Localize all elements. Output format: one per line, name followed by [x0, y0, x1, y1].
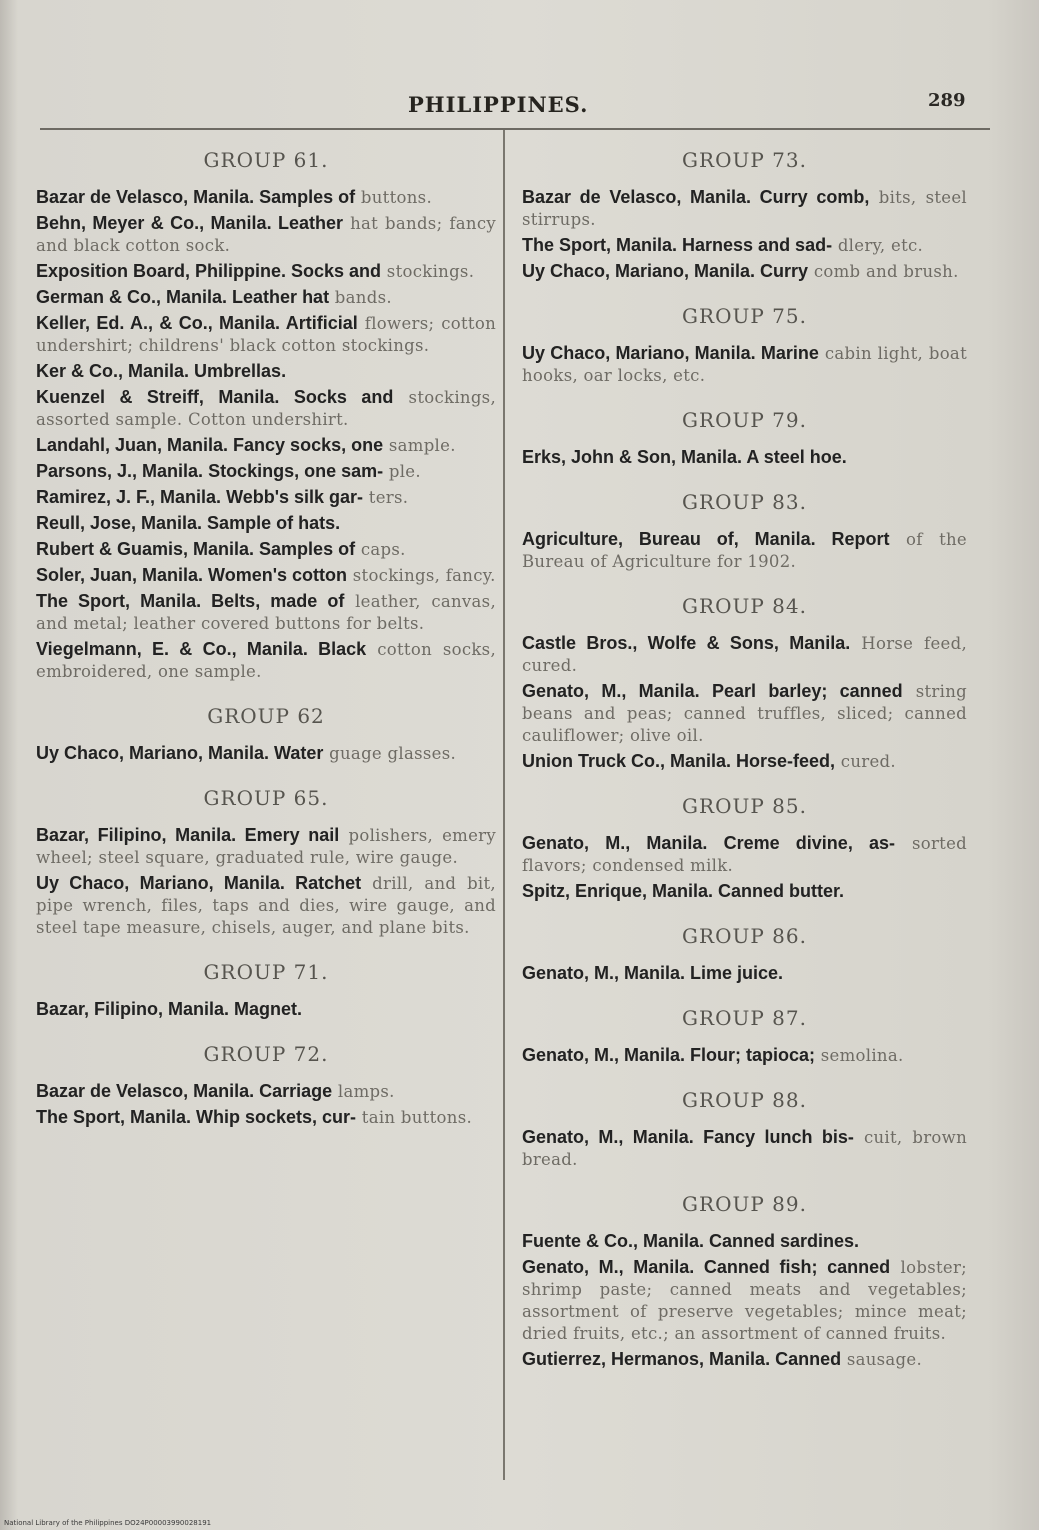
- exhibit-entry: [36, 212, 496, 257]
- exhibit-entry: [36, 590, 496, 635]
- exhibitor-lead: Uy Chaco, Mariano, Manila. Water: [36, 743, 324, 763]
- exhibit-description: sausage.: [846, 1350, 923, 1369]
- group-heading: GROUP 62: [207, 704, 325, 728]
- exhibitor-lead: Viegelmann, E. & Co., Manila. Black: [36, 639, 367, 659]
- exhibit-entry: [36, 872, 496, 939]
- group-heading: GROUP 79.: [682, 408, 807, 432]
- exhibitor-lead: Keller, Ed. A., & Co., Manila. Artificial: [36, 313, 358, 333]
- exhibit-entry: [522, 680, 967, 747]
- exhibit-entry: [36, 460, 496, 483]
- exhibit-entry: [36, 286, 496, 309]
- group-heading: GROUP 71.: [203, 960, 329, 984]
- exhibit-entry: [522, 880, 967, 903]
- exhibitor-lead: Erks, John & Son, Manila. A steel hoe.: [522, 447, 847, 467]
- exhibit-entry: [522, 832, 967, 877]
- exhibitor-lead: Exposition Board, Philippine. Socks and: [36, 261, 382, 281]
- page-header: [0, 88, 1039, 118]
- exhibit-entry: [36, 434, 496, 457]
- exhibit-entry: [36, 1106, 496, 1129]
- exhibitor-lead: Genato, M., Manila. Pearl barley; canned: [522, 681, 903, 701]
- exhibit-entry: [36, 824, 496, 869]
- exhibitor-lead: The Sport, Manila. Whip sockets, cur-: [36, 1107, 357, 1127]
- exhibitor-lead: Genato, M., Manila. Creme divine, as-: [522, 833, 896, 853]
- exhibitor-lead: Spitz, Enrique, Manila. Canned butter.: [522, 881, 845, 901]
- exhibit-description: stockings, fancy.: [352, 566, 496, 585]
- exhibitor-lead: The Sport, Manila. Harness and sad-: [522, 235, 833, 255]
- exhibit-entry: [36, 638, 496, 683]
- exhibitor-lead: Rubert & Guamis, Manila. Samples of: [36, 539, 356, 559]
- exhibit-entry: [36, 386, 496, 431]
- exhibit-description: semolina.: [820, 1046, 904, 1065]
- exhibitor-lead: Reull, Jose, Manila. Sample of hats.: [36, 513, 341, 533]
- exhibit-description: sorted flavors; condensed milk.: [522, 834, 967, 875]
- exhibit-description: bands.: [334, 288, 392, 307]
- left-column: [36, 140, 496, 1142]
- exhibit-description: cabin light, boat hooks, oar locks, etc.: [522, 344, 967, 385]
- exhibit-description: Horse feed, cured.: [522, 634, 967, 675]
- exhibit-description: of the Bureau of Agriculture for 1902.: [522, 530, 967, 571]
- exhibit-description: polishers, emery wheel; steel square, graduated rule, wire gauge.: [36, 826, 496, 867]
- group-heading: GROUP 85.: [682, 794, 807, 818]
- exhibitor-lead: Kuenzel & Streiff, Manila. Socks and: [36, 387, 394, 407]
- exhibit-description: cured.: [840, 752, 896, 771]
- exhibitor-lead: Agriculture, Bureau of, Manila. Report: [522, 529, 890, 549]
- exhibit-entry: [522, 1126, 967, 1171]
- group-heading: GROUP 86.: [682, 924, 807, 948]
- exhibit-description: lobster; shrimp paste; canned meats and vegetables; assortment of preserve vegetables; mince meat; dried fruits, etc.; an assortment of canned fruits.: [522, 1258, 967, 1343]
- group-heading: GROUP 87.: [682, 1006, 807, 1030]
- page-number: 289: [928, 90, 966, 111]
- exhibit-description: lamps.: [337, 1082, 395, 1101]
- exhibit-entry: [36, 512, 496, 535]
- group-heading: GROUP 65.: [203, 786, 329, 810]
- exhibit-entry: [36, 998, 496, 1021]
- exhibit-entry: [36, 564, 496, 587]
- exhibit-entry: [522, 186, 967, 231]
- exhibit-entry: [36, 186, 496, 209]
- exhibit-entry: [522, 528, 967, 573]
- exhibit-description: drill, and bit, pipe wrench, files, taps and dies, wire gauge, and steel tape measure, chisels, auger, and plane bits.: [36, 874, 496, 937]
- exhibitor-lead: Bazar, Filipino, Manila. Emery nail: [36, 825, 340, 845]
- group-heading: GROUP 72.: [203, 1042, 329, 1066]
- exhibit-entry: [522, 1044, 967, 1067]
- exhibitor-lead: Genato, M., Manila. Lime juice.: [522, 963, 784, 983]
- exhibitor-lead: Behn, Meyer & Co., Manila. Leather: [36, 213, 343, 233]
- header-rule: [40, 128, 990, 130]
- exhibit-entry: [36, 260, 496, 283]
- exhibit-description: stockings, assorted sample. Cotton undershirt.: [36, 388, 496, 429]
- exhibit-entry: [36, 486, 496, 509]
- exhibitor-lead: Uy Chaco, Mariano, Manila. Curry: [522, 261, 809, 281]
- exhibit-entry: [522, 234, 967, 257]
- exhibit-entry: [522, 1230, 967, 1253]
- exhibit-description: ple.: [388, 462, 421, 481]
- exhibit-description: bits, steel stirrups.: [522, 188, 967, 229]
- exhibit-description: flowers; cotton undershirt; childrens' black cotton stockings.: [36, 314, 496, 355]
- exhibit-description: string beans and peas; canned truffles, sliced; canned cauliflower; olive oil.: [522, 682, 967, 745]
- exhibit-description: cuit, brown bread.: [522, 1128, 967, 1169]
- exhibit-description: dlery, etc.: [837, 236, 924, 255]
- exhibit-entry: [36, 742, 496, 765]
- group-heading: GROUP 89.: [682, 1192, 807, 1216]
- exhibit-entry: [522, 446, 967, 469]
- exhibitor-lead: The Sport, Manila. Belts, made of: [36, 591, 345, 611]
- exhibitor-lead: Gutierrez, Hermanos, Manila. Canned: [522, 1349, 842, 1369]
- group-heading: GROUP 61.: [203, 148, 329, 172]
- exhibit-entry: [522, 260, 967, 283]
- exhibitor-lead: Parsons, J., Manila. Stockings, one sam-: [36, 461, 384, 481]
- exhibit-description: buttons.: [360, 188, 432, 207]
- scan-credit: National Library of the Philippines DO24P00003990028191: [4, 1519, 212, 1527]
- exhibitor-lead: Soler, Juan, Manila. Women's cotton: [36, 565, 348, 585]
- exhibitor-lead: Uy Chaco, Mariano, Manila. Ratchet: [36, 873, 362, 893]
- exhibitor-lead: Uy Chaco, Mariano, Manila. Marine: [522, 343, 819, 363]
- exhibitor-lead: Genato, M., Manila. Canned fish; canned: [522, 1257, 891, 1277]
- exhibitor-lead: Castle Bros., Wolfe & Sons, Manila.: [522, 633, 851, 653]
- group-heading: GROUP 88.: [682, 1088, 807, 1112]
- exhibit-description: hat bands; fancy and black cotton sock.: [36, 214, 496, 255]
- group-heading: GROUP 83.: [682, 490, 807, 514]
- right-column: [522, 140, 967, 1384]
- exhibit-entry: [522, 342, 967, 387]
- group-heading: GROUP 84.: [682, 594, 807, 618]
- exhibit-description: tain buttons.: [361, 1108, 473, 1127]
- exhibitor-lead: Bazar de Velasco, Manila. Curry comb,: [522, 187, 870, 207]
- exhibitor-lead: Bazar, Filipino, Manila. Magnet.: [36, 999, 303, 1019]
- exhibit-entry: [522, 1256, 967, 1345]
- exhibitor-lead: Ker & Co., Manila. Umbrellas.: [36, 361, 287, 381]
- exhibit-entry: [36, 538, 496, 561]
- exhibit-entry: [522, 1348, 967, 1371]
- exhibitor-lead: Union Truck Co., Manila. Horse-feed,: [522, 751, 836, 771]
- exhibit-description: sample.: [388, 436, 456, 455]
- exhibit-description: comb and brush.: [813, 262, 959, 281]
- group-heading: GROUP 73.: [682, 148, 807, 172]
- exhibit-description: cotton socks, embroidered, one sample.: [36, 640, 496, 681]
- exhibitor-lead: Bazar de Velasco, Manila. Samples of: [36, 187, 356, 207]
- exhibit-entry: [36, 1080, 496, 1103]
- exhibit-entry: [36, 360, 496, 383]
- column-divider: [503, 130, 505, 1480]
- group-heading: GROUP 75.: [682, 304, 807, 328]
- exhibitor-lead: Bazar de Velasco, Manila. Carriage: [36, 1081, 333, 1101]
- exhibitor-lead: Fuente & Co., Manila. Canned sardines.: [522, 1231, 860, 1251]
- exhibit-description: guage glasses.: [329, 744, 457, 763]
- exhibit-description: ters.: [368, 488, 409, 507]
- exhibit-description: stockings.: [386, 262, 475, 281]
- exhibit-description: caps.: [360, 540, 406, 559]
- exhibitor-lead: Landahl, Juan, Manila. Fancy socks, one: [36, 435, 384, 455]
- exhibit-entry: [522, 632, 967, 677]
- exhibit-entry: [522, 962, 967, 985]
- exhibit-entry: [36, 312, 496, 357]
- exhibit-entry: [522, 750, 967, 773]
- exhibitor-lead: Ramirez, J. F., Manila. Webb's silk gar-: [36, 487, 364, 507]
- exhibit-description: leather, canvas, and metal; leather covered buttons for belts.: [36, 592, 496, 633]
- page-title: PHILIPPINES.: [408, 92, 589, 117]
- exhibitor-lead: Genato, M., Manila. Flour; tapioca;: [522, 1045, 816, 1065]
- exhibitor-lead: Genato, M., Manila. Fancy lunch bis-: [522, 1127, 854, 1147]
- exhibitor-lead: German & Co., Manila. Leather hat: [36, 287, 330, 307]
